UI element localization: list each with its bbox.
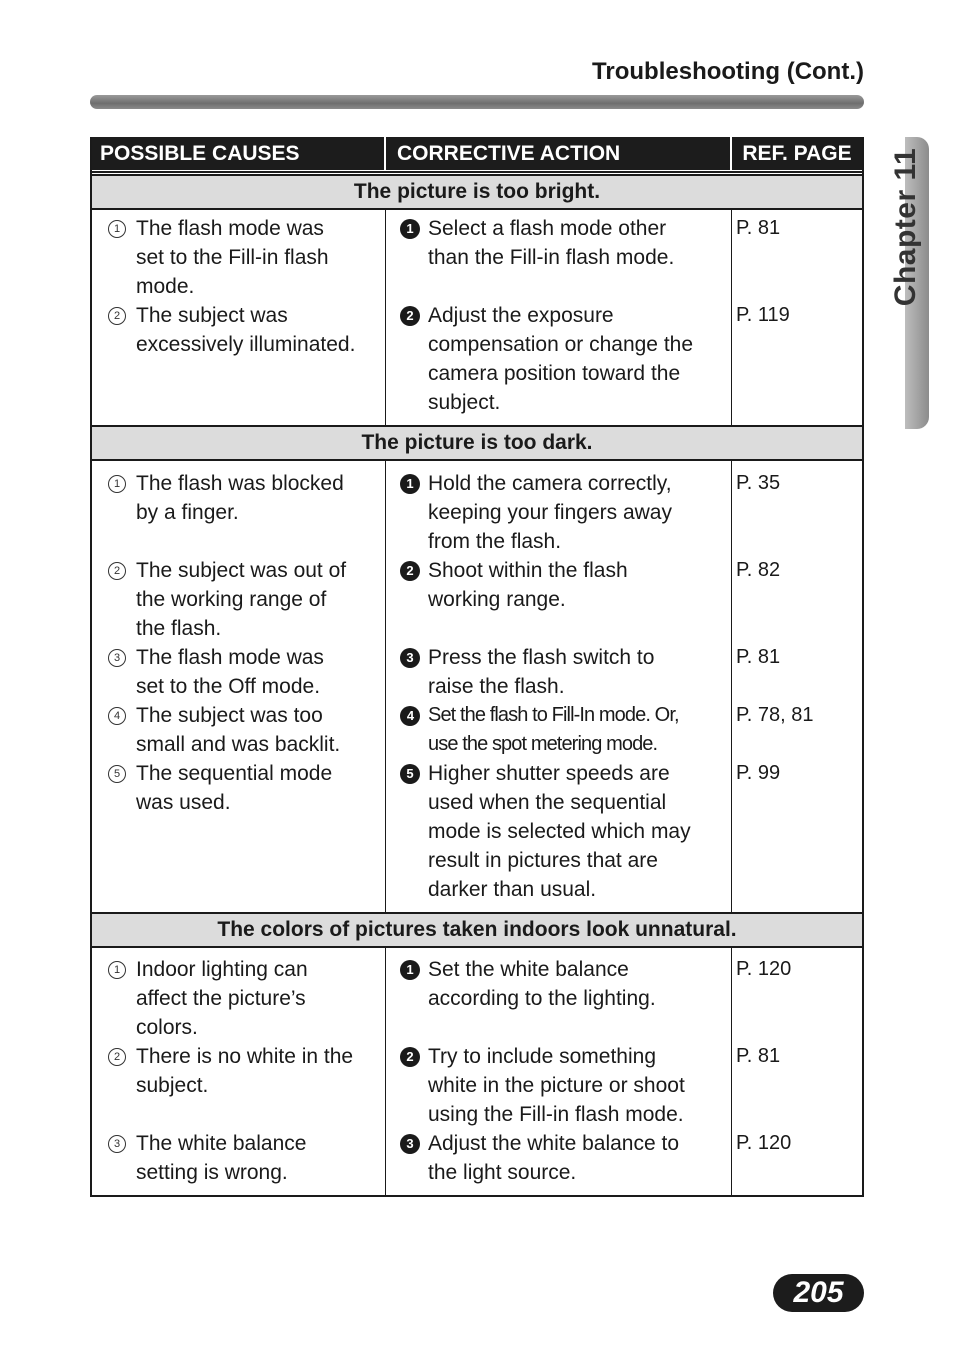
filled-number-icon: 1 (400, 219, 420, 239)
action-line: darker than usual. (428, 878, 597, 901)
ref-page: P. 81 (736, 646, 781, 668)
cause-line: by a finger. (136, 501, 239, 524)
ref-page: P. 81 (736, 217, 781, 239)
action-item (400, 1129, 723, 1187)
cause-line: excessively illuminated. (136, 333, 356, 356)
action-line: subject. (428, 391, 501, 414)
section-title-too-bright: The picture is too bright. (92, 174, 862, 210)
circled-number-icon: 4 (108, 707, 126, 725)
action-line: Set the flash to Fill-In mode. Or, (428, 704, 679, 726)
section-title-too-dark: The picture is too dark. (92, 425, 862, 461)
filled-number-icon: 5 (400, 764, 420, 784)
action-item (400, 556, 723, 643)
action-line: Adjust the exposure (428, 304, 614, 327)
action-item (400, 955, 723, 1042)
filled-number-icon: 2 (400, 306, 420, 326)
ref-page: P. 81 (736, 1045, 781, 1067)
action-line: working range. (428, 588, 566, 611)
circled-number-icon: 2 (108, 307, 126, 325)
filled-number-icon: 4 (400, 706, 420, 726)
circled-number-icon: 5 (108, 765, 126, 783)
ref-page: P. 35 (736, 472, 781, 494)
causes-column (92, 461, 386, 912)
action-line: compensation or change the (428, 333, 694, 356)
column-header-causes: POSSIBLE CAUSES (92, 137, 386, 170)
filled-number-icon: 3 (400, 648, 420, 668)
action-line: Set the white balance (428, 958, 629, 981)
column-header-ref: REF. PAGE (742, 141, 852, 165)
action-item (400, 643, 723, 701)
action-line: used when the sequential (428, 791, 667, 814)
action-line: mode is selected which may (428, 820, 691, 843)
causes-column (92, 948, 386, 1195)
page-number: 205 (773, 1274, 864, 1312)
cause-line: mode. (136, 275, 195, 298)
action-item (400, 469, 723, 556)
circled-number-icon: 3 (108, 649, 126, 667)
ref-column (732, 461, 862, 912)
column-header-action: CORRECTIVE ACTION (386, 137, 732, 170)
action-line: Shoot within the flash (428, 559, 628, 582)
action-line: result in pictures that are (428, 849, 658, 872)
action-item (400, 701, 723, 759)
action-line: raise the flash. (428, 675, 565, 698)
cause-line: There is no white in the (136, 1045, 354, 1068)
cause-line: The subject was too (136, 704, 323, 727)
cause-line: The sequential mode (136, 762, 333, 785)
header-divider-bar (90, 95, 864, 109)
cause-item (108, 759, 377, 817)
circled-number-icon: 3 (108, 1135, 126, 1153)
filled-number-icon: 2 (400, 561, 420, 581)
actions-column (386, 461, 732, 912)
circled-number-icon: 1 (108, 220, 126, 238)
action-line: Select a flash mode other (428, 217, 667, 240)
action-item (400, 1042, 723, 1129)
action-line: Adjust the white balance to (428, 1132, 679, 1155)
action-line: use the spot metering mode. (428, 733, 658, 755)
action-line: camera position toward the (428, 362, 681, 385)
action-line: using the Fill-in flash mode. (428, 1103, 684, 1126)
actions-column (386, 948, 732, 1195)
action-item (400, 214, 723, 301)
cause-line: small and was backlit. (136, 733, 341, 756)
action-line: Higher shutter speeds are (428, 762, 670, 785)
circled-number-icon: 1 (108, 961, 126, 979)
action-line: according to the lighting. (428, 987, 656, 1010)
cause-line: Indoor lighting can (136, 958, 308, 981)
troubleshooting-table (90, 137, 864, 1197)
cause-line: affect the picture’s (136, 987, 306, 1010)
filled-number-icon: 1 (400, 960, 420, 980)
action-line: Press the flash switch to (428, 646, 655, 669)
action-line: from the flash. (428, 530, 562, 553)
cause-line: The subject was (136, 304, 288, 327)
cause-line: The flash mode was (136, 646, 324, 669)
section-body-too-bright (92, 210, 862, 425)
causes-column (92, 210, 386, 425)
cause-item (108, 556, 377, 643)
filled-number-icon: 3 (400, 1134, 420, 1154)
cause-line: subject. (136, 1074, 209, 1097)
cause-line: was used. (136, 791, 231, 814)
cause-line: set to the Off mode. (136, 675, 321, 698)
chapter-label-text: Chapter 11 (889, 147, 922, 307)
action-line: keeping your fingers away (428, 501, 672, 524)
section-title-indoor-colors: The colors of pictures taken indoors look unnatural. (92, 912, 862, 948)
action-line: Try to include something (428, 1045, 656, 1068)
actions-column (386, 210, 732, 425)
cause-item (108, 469, 377, 556)
cause-line: colors. (136, 1016, 198, 1039)
cause-item (108, 643, 377, 701)
ref-page: P. 119 (736, 304, 790, 326)
cause-item (108, 701, 377, 759)
ref-page: P. 120 (736, 1132, 792, 1154)
cause-item (108, 214, 377, 301)
circled-number-icon: 1 (108, 475, 126, 493)
ref-page: P. 82 (736, 559, 781, 581)
ref-column (732, 948, 862, 1195)
cause-item (108, 1129, 377, 1187)
filled-number-icon: 2 (400, 1047, 420, 1067)
action-line: the light source. (428, 1161, 577, 1184)
chapter-label (877, 137, 935, 317)
action-item (400, 301, 723, 417)
cause-line: the working range of (136, 588, 327, 611)
ref-page: P. 99 (736, 762, 781, 784)
action-line: Hold the camera correctly, (428, 472, 672, 495)
filled-number-icon: 1 (400, 474, 420, 494)
cause-item (108, 955, 377, 1042)
ref-column (732, 210, 862, 425)
circled-number-icon: 2 (108, 562, 126, 580)
circled-number-icon: 2 (108, 1048, 126, 1066)
action-line: white in the picture or shoot (428, 1074, 685, 1097)
cause-line: The white balance (136, 1132, 307, 1155)
cause-item (108, 301, 377, 359)
cause-item (108, 1042, 377, 1129)
cause-line: set to the Fill-in flash (136, 246, 329, 269)
ref-page: P. 78, 81 (736, 704, 814, 726)
cause-line: the flash. (136, 617, 222, 640)
cause-line: The flash mode was (136, 217, 324, 240)
page-header-title: Troubleshooting (Cont.) (592, 58, 864, 85)
cause-line: The subject was out of (136, 559, 347, 582)
section-body-too-dark (92, 461, 862, 912)
cause-line: setting is wrong. (136, 1161, 288, 1184)
section-body-indoor-colors (92, 948, 862, 1195)
ref-page: P. 120 (736, 958, 792, 980)
action-line: than the Fill-in flash mode. (428, 246, 675, 269)
table-header (92, 137, 862, 174)
action-item (400, 759, 723, 904)
cause-line: The flash was blocked (136, 472, 344, 495)
